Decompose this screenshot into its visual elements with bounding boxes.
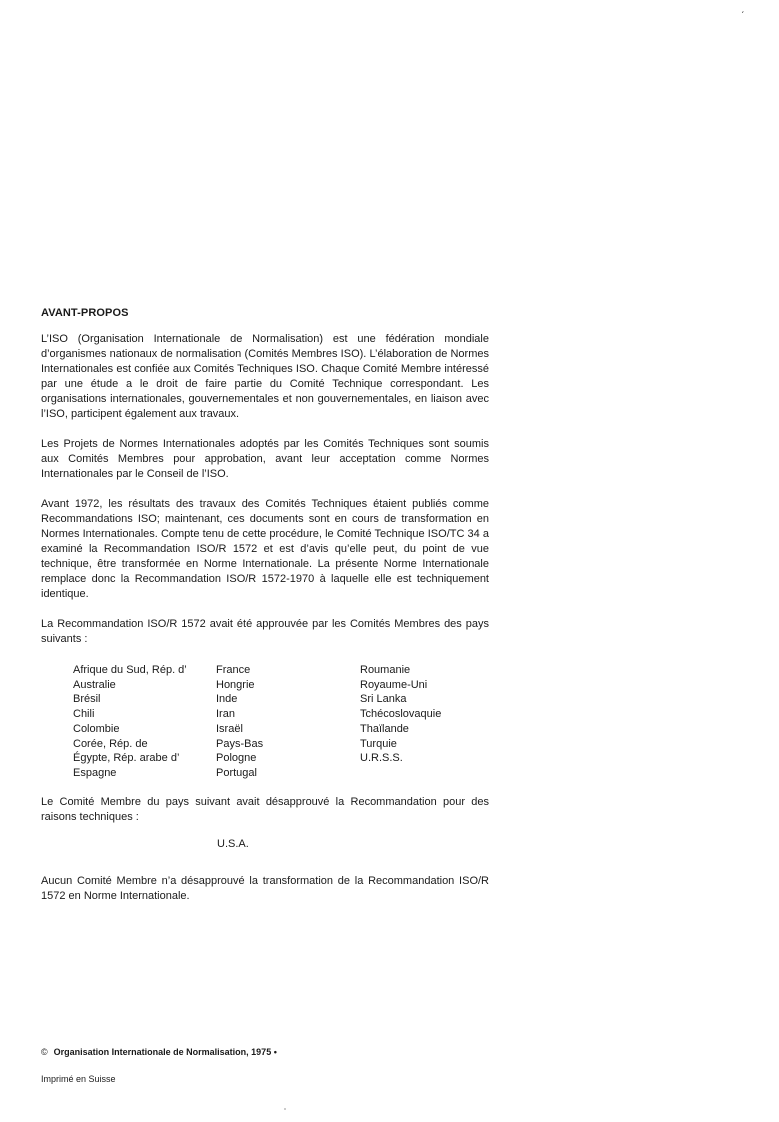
country-item: Portugal xyxy=(216,766,257,779)
country-item: Turquie xyxy=(360,737,397,750)
country-item: Tchécoslovaquie xyxy=(360,708,442,721)
country-item: Roumanie xyxy=(360,664,411,676)
paragraph-history: Avant 1972, les résultats des travaux des Comités Techniques étaient publiés comme Recommandations ISO; maintenant, ces documents sont en cours de transformation en Normes Internationales. Compte tenu de cette procédure, le Comité Technique ISO/TC 34 a examiné la Recommandation ISO/R 1572 et est d’avis qu’elle peut, du point de vue technique, être transformée en Norme Internationale. La présente Norme Internationale remplace donc la Recommandation ISO/R 1572-1970 à laquelle elle est techniquement identique. xyxy=(41,498,489,600)
paragraph-closing: Aucun Comité Membre n’a désapprouvé la transformation de la Recommandation ISO/R 1572 en Norme Internationale. xyxy=(41,874,489,902)
country-item: Espagne xyxy=(73,766,117,779)
approving-countries-list xyxy=(73,663,489,781)
paragraph-approval: La Recommandation ISO/R 1572 avait été approuvée par les Comités Membres des pays suivants : xyxy=(41,618,489,645)
section-heading: AVANT-PROPOS xyxy=(41,307,129,319)
country-item: Afrique du Sud, Rép. d’ xyxy=(73,664,187,676)
page-corner-mark: ˊ xyxy=(741,11,745,22)
country-item: Pays-Bas xyxy=(216,737,264,750)
country-item: Corée, Rép. de xyxy=(73,737,148,750)
country-item: Australie xyxy=(73,678,116,691)
country-column-3 xyxy=(360,663,470,781)
paragraph-iso-intro: L’ISO (Organisation Internationale de Normalisation) est une fédération mondiale d’organismes nationaux de normalisation (Comités Membres ISO). L’élaboration de Normes Internationales est confiée aux Comités Techniques ISO. Chaque Comité Membre intéressé par une étude a le droit de faire partie du Comité Technique correspondant. Les organisations internationales, gouvernementales et non gouvernementales, en liaison avec l’ISO, participent également aux travaux. xyxy=(41,333,489,420)
country-item: Inde xyxy=(216,693,238,706)
country-item: France xyxy=(216,664,251,676)
country-item: Thaïlande xyxy=(360,722,409,735)
foreword-section xyxy=(41,306,489,919)
country-item: Sri Lanka xyxy=(360,693,407,706)
paragraph-draft-standards: Les Projets de Normes Internationales adoptés par les Comités Techniques sont soumis aux Comités Membres pour approbation, avant leur acceptation comme Normes Internationales par le Conseil de l’ISO. xyxy=(41,438,489,480)
country-column-2 xyxy=(216,663,360,781)
country-item: U.R.S.S. xyxy=(360,752,403,765)
copyright-text: Organisation Internationale de Normalisation, 1975 • xyxy=(53,1047,277,1057)
copyright-symbol: © xyxy=(41,1047,48,1057)
country-item: Brésil xyxy=(73,693,101,706)
country-item: Chili xyxy=(73,708,95,721)
country-item: Hongrie xyxy=(216,678,255,691)
scan-speck xyxy=(284,1108,286,1110)
country-item: Pologne xyxy=(216,752,257,765)
disapproving-country: U.S.A. xyxy=(217,837,249,850)
paragraph-disapproval: Le Comité Membre du pays suivant avait désapprouvé la Recommandation pour des raisons techniques : xyxy=(41,795,489,823)
country-item: Colombie xyxy=(73,722,120,735)
country-item: Royaume-Uni xyxy=(360,678,428,691)
country-column-1 xyxy=(73,663,216,781)
printed-in: Imprimé en Suisse xyxy=(41,1074,116,1084)
country-item: Israël xyxy=(216,722,243,735)
country-item: Iran xyxy=(216,708,235,721)
copyright-line xyxy=(41,1046,277,1058)
country-item: Égypte, Rép. arabe d’ xyxy=(73,752,180,765)
